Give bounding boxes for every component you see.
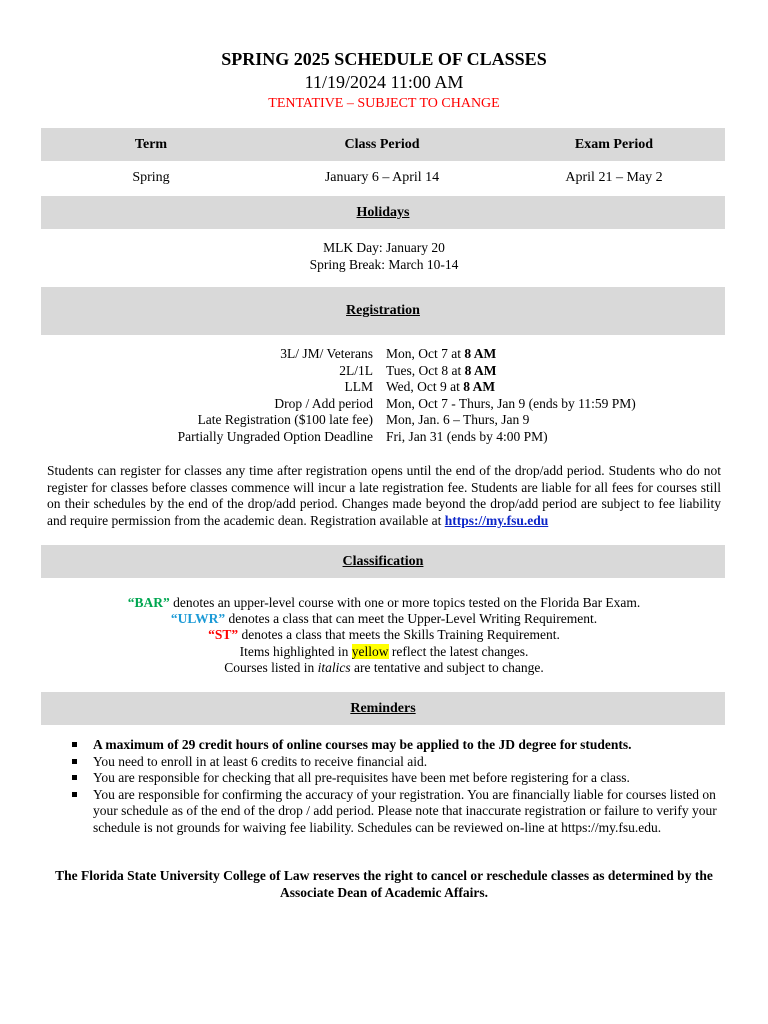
registration-label: 2L/1L (339, 363, 373, 378)
registration-label: Drop / Add period (274, 396, 373, 411)
date-time: 11/19/2024 11:00 AM (304, 72, 464, 92)
ulwr-code: “ULWR” (170, 611, 226, 626)
registration-link[interactable]: https://my.fsu.edu (444, 512, 549, 528)
list-item: You are responsible for checking that all pre-requisites have been met before registering for a class. (70, 770, 720, 787)
bullet-icon (72, 759, 77, 764)
holiday-item: MLK Day: January 20 (323, 240, 445, 255)
registration-label: Late Registration ($100 late fee) (197, 412, 373, 427)
list-item: A maximum of 29 credit hours of online courses may be applied to the JD degree for students. (70, 737, 720, 754)
registration-value: Mon, Oct 7 at 8 AM (386, 346, 497, 361)
classification-ulwr-line: “ULWR” denotes a class that can meet the Upper-Level Writing Requirement. (170, 611, 598, 626)
holiday-item: Spring Break: March 10-14 (309, 257, 459, 272)
class-period-header: Class Period (344, 137, 420, 152)
list-item: You are responsible for confirming the accuracy of your registration. You are financially liable for courses listed on your schedule as of the end of the drop / add period. Please note that inaccurate registration or failure to verify your schedule is not grounds for waiving fee liability. Schedules can be reviewed on-line at https://my.fsu.edu. (70, 787, 720, 837)
reminders-heading: Reminders (41, 692, 725, 725)
registration-label: Partially Ungraded Option Deadline (177, 429, 373, 444)
class-period-value: January 6 – April 14 (324, 170, 440, 185)
classification-bar-line: “BAR” denotes an upper-level course with one or more topics tested on the Florida Bar Exam. (127, 595, 641, 610)
footer-notice: The Florida State University College of Law reserves the right to cancel or reschedule classes as determined by the Associate Dean of Academic Affairs. (55, 868, 713, 900)
registration-value: Fri, Jan 31 (ends by 4:00 PM) (386, 429, 548, 444)
term-header: Term (134, 137, 168, 152)
bullet-icon (72, 792, 77, 797)
registration-heading: Registration (41, 287, 725, 335)
tentative-notice: TENTATIVE – SUBJECT TO CHANGE (268, 96, 500, 111)
exam-period-value: April 21 – May 2 (565, 170, 663, 185)
registration-value: Tues, Oct 8 at 8 AM (386, 363, 497, 378)
classification-st-line: “ST” denotes a class that meets the Skills Training Requirement. (208, 627, 560, 642)
bullet-icon (72, 775, 77, 780)
registration-value: Mon, Jan. 6 – Thurs, Jan 9 (386, 412, 530, 427)
reminders-list (70, 737, 720, 837)
registration-value: Mon, Oct 7 - Thurs, Jan 9 (ends by 11:59 PM) (386, 396, 636, 411)
registration-label: 3L/ JM/ Veterans (280, 346, 373, 361)
term-value: Spring (132, 170, 170, 185)
bullet-icon (72, 742, 77, 747)
list-item: You need to enroll in at least 6 credits to receive financial aid. (70, 754, 720, 771)
classification-italics-line: Courses listed in italics are tentative and subject to change. (224, 660, 544, 675)
registration-value: Wed, Oct 9 at 8 AM (386, 379, 496, 394)
yellow-highlight: yellow (351, 644, 389, 659)
classification-highlight-line: Items highlighted in yellow reflect the latest changes. (239, 644, 529, 659)
registration-paragraph: Students can register for classes any time after registration opens until the end of the drop/add period. Students who do not register for classes before classes commence will incur a late registration fee. Students are liable for all fees for courses still on their schedules by the end of the drop/add period. Changes made beyond the drop/add period are subject to fee liability and require permission from the academic dean. Registration available at https://my.fsu.edu (47, 463, 721, 528)
exam-period-header: Exam Period (574, 137, 654, 152)
bar-code: “BAR” (127, 595, 170, 610)
registration-label: LLM (344, 379, 373, 394)
classification-heading: Classification (41, 545, 725, 578)
page-title: SPRING 2025 SCHEDULE OF CLASSES (221, 49, 547, 69)
st-code: “ST” (208, 627, 239, 642)
holidays-heading: Holidays (41, 196, 725, 229)
